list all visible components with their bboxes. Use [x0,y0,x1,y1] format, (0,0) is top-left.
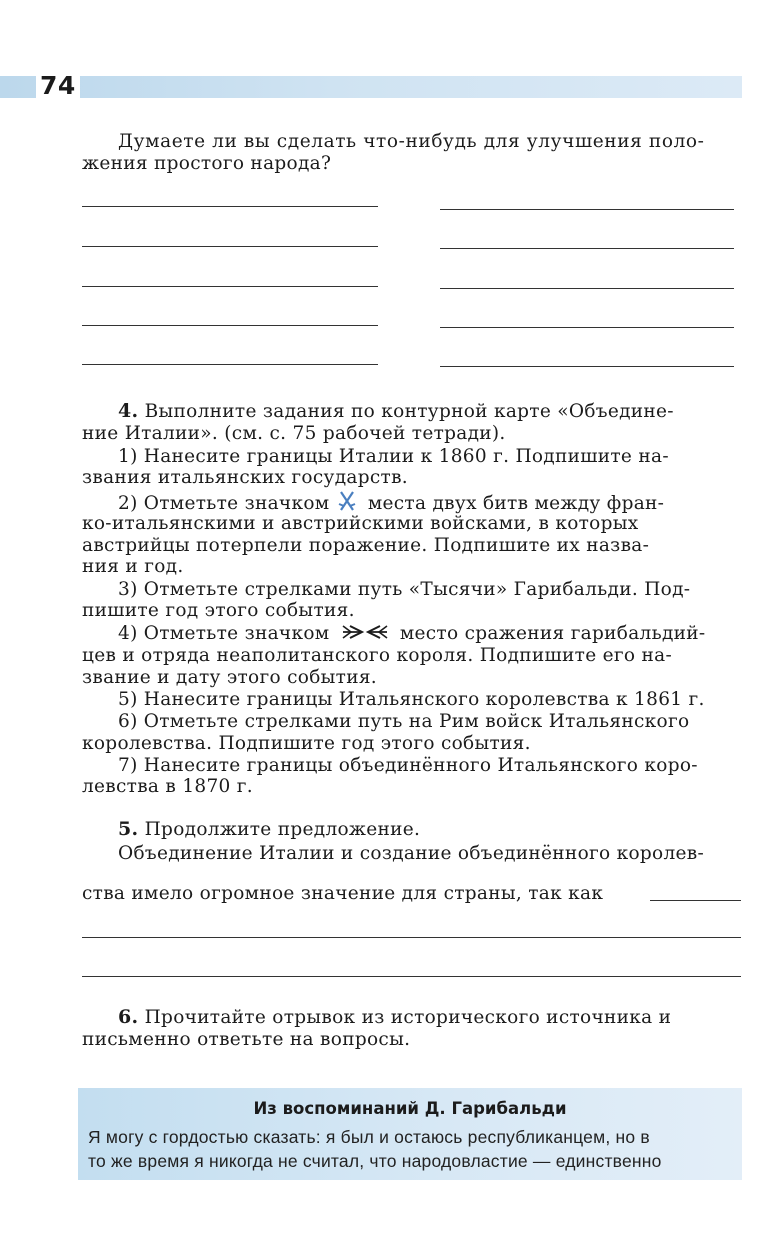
answer-line[interactable] [440,366,734,367]
task-4-item-2-line-2: ко-итальянскими и австрийскими войсками, в которых [82,513,639,534]
task-4-item-2-line-4: ния и год. [82,556,184,577]
source-line-2: то же время я никогда не считал, что народовластие — единственно [88,1151,662,1171]
task-6-line-2: письменно ответьте на вопросы. [82,1029,411,1050]
task-4-item-5: 5) Нанесите границы Итальянского королевства к 1861 г. [118,689,705,710]
answer-line[interactable] [82,286,378,287]
task-6-text: Прочитайте отрывок из исторического источника и [144,1007,672,1028]
task-4-intro-line-2: ние Италии». (см. с. 75 рабочей тетради). [82,423,506,444]
task-6-line-1 [118,1007,671,1029]
task-4-item-4-before: 4) Отметьте значком [118,623,330,644]
task-4-intro-line-1 [118,401,674,423]
task-4-item-2-before: 2) Отметьте значком [118,493,330,514]
page-number: 74 [40,71,76,100]
source-excerpt-box [78,1088,742,1180]
answer-line[interactable] [82,246,378,247]
task-5-line-1: Объединение Италии и создание объединённого королев- [118,843,705,864]
task-5-answer-line[interactable] [82,976,741,977]
question-line-1: Думаете ли вы сделать что-нибудь для улучшения поло- [118,131,705,152]
task-5-line-2: ства имело огромное значение для страны, так как [82,883,604,904]
task-4-intro-text: Выполните задания по контурной карте «Объедине- [144,401,674,422]
source-title: Из воспоминаний Д. Гарибальди [253,1099,567,1118]
task-4-item-1-line-1: 1) Нанесите границы Италии к 1860 г. Подпишите на- [118,446,669,467]
task-5-instruction: Продолжите предложение. [144,819,421,840]
task-4-item-4-line-1 [118,623,705,645]
task-4-item-2-line-3: австрийцы потерпели поражение. Подпишите их назва- [82,535,650,556]
task-4-item-2-after: места двух битв между фран- [367,493,665,514]
task-5-number: 5. [118,818,139,840]
task-4-item-7-line-1: 7) Нанесите границы объединённого Итальянского коро- [118,755,698,776]
answer-line[interactable] [440,288,734,289]
header-bar [0,76,742,98]
question-line-2: жения простого народа? [82,153,332,174]
task-4-item-1-line-2: звания итальянских государств. [82,467,408,488]
answer-line[interactable] [82,206,378,207]
task-4-item-6-line-1: 6) Отметьте стрелками путь на Рим войск Итальянского [118,711,690,732]
source-line-1: Я могу с гордостью сказать: я был и остаюсь республиканцем, но в [88,1127,650,1147]
task-5-instruction-line [118,819,420,841]
task-4-item-4-line-2: цев и отряда неаполитанского короля. Подпишите его на- [82,645,673,666]
task-4-item-7-line-2: левства в 1870 г. [82,776,253,797]
task-6-number: 6. [118,1006,139,1028]
task-4-item-6-line-2: королевства. Подпишите год этого события. [82,733,531,754]
task-4-item-4-after: место сражения гарибальдий- [399,623,706,644]
task-5-answer-line[interactable] [82,937,741,938]
task-4-item-3-line-1: 3) Отметьте стрелками путь «Тысячи» Гарибальди. Под- [118,579,691,600]
answer-line[interactable] [440,248,734,249]
answer-line[interactable] [440,327,734,328]
answer-line[interactable] [82,364,378,365]
task-4-item-4-line-3: звание и дату этого события. [82,667,377,688]
task-5-answer-line[interactable] [650,900,741,901]
answer-line[interactable] [440,209,734,210]
task-4-item-3-line-2: пишите год этого события. [82,600,355,621]
answer-line[interactable] [82,325,378,326]
task-4-number: 4. [118,400,139,422]
converging-arrows-icon [342,623,388,645]
